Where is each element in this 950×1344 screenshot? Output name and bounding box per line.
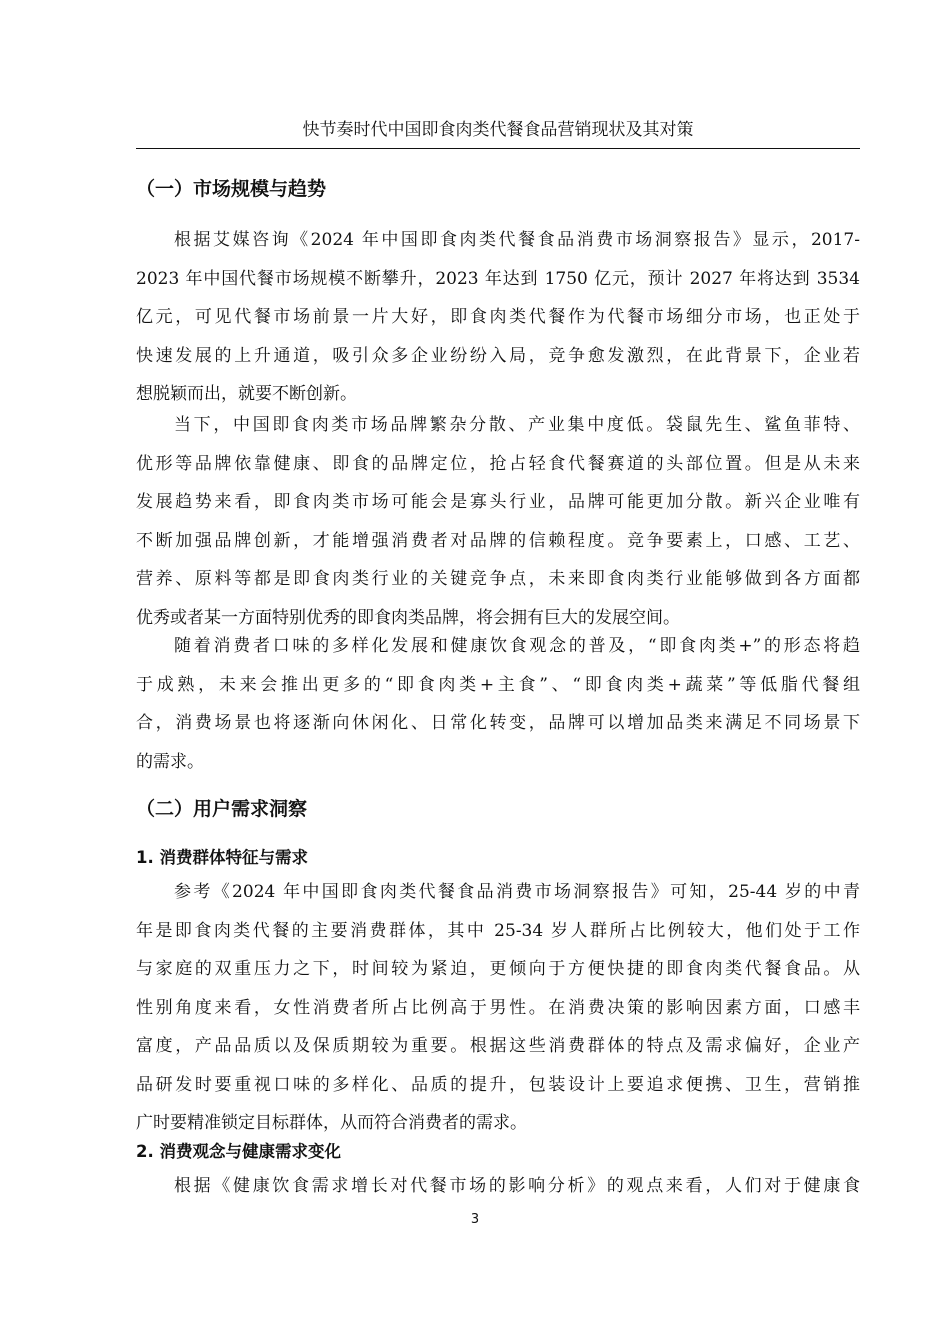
text-line: 优秀或者某一方面特别优秀的即食肉类品牌，将会拥有巨大的发展空间。 [136, 607, 680, 628]
text-line: 2023 年中国代餐市场规模不断攀升，2023 年达到 1750 亿元，预计 2027 年将达到 3534 [136, 268, 860, 289]
section-heading-market: （一）市场规模与趋势 [136, 178, 327, 200]
text-line: 随着消费者口味的多样化发展和健康饮食观念的普及，“即食肉类+”的形态将趋 [174, 636, 860, 656]
header-rule [136, 148, 860, 149]
text-line: 营养、原料等都是即食肉类行业的关键竞争点，未来即食肉类行业能够做到各方面都 [136, 569, 860, 589]
text-line: 于成熟，未来会推出更多的“即食肉类+主食”、“即食肉类+蔬菜”等低脂代餐组 [136, 674, 860, 695]
text-line: 根据艾媒咨询《2024 年中国即食肉类代餐食品消费市场洞察报告》显示，2017- [174, 230, 860, 250]
paragraph-market-size [136, 221, 860, 414]
text-line: 年是即食肉类代餐的主要消费群体，其中 25-34 岁人群所占比例较大，他们处于工作 [136, 920, 860, 941]
paragraph-consumer-groups [136, 873, 860, 1143]
text-line: 富度，产品品质以及保质期较为重要。根据这些消费群体的特点及需求偏好，企业产 [136, 1036, 860, 1056]
text-line: 不断加强品牌创新，才能增强消费者对品牌的信赖程度。竞争要素上，口感、工艺、 [136, 530, 860, 551]
text-line: 品研发时要重视口味的多样化、品质的提升，包装设计上要追求便携、卫生，营销推 [136, 1074, 860, 1095]
page-header: 快节奏时代中国即食肉类代餐食品营销现状及其对策 [302, 120, 694, 140]
subheading-health-needs: 2. 消费观念与健康需求变化 [136, 1142, 341, 1161]
text-line: 性别角度来看，女性消费者所占比例高于男性。在消费决策的影响因素方面，口感丰 [136, 997, 860, 1018]
text-line: 根据《健康饮食需求增长对代餐市场的影响分析》的观点来看，人们对于健康食 [174, 1176, 860, 1196]
text-line: 与家庭的双重压力之下，时间较为紧迫，更倾向于方便快捷的即食肉类代餐食品。从 [136, 959, 860, 979]
section-heading-user-insight: （二）用户需求洞察 [136, 798, 308, 820]
text-line: 快速发展的上升通道，吸引众多企业纷纷入局，竞争愈发激烈，在此背景下，企业若 [136, 345, 860, 366]
text-line: 的需求。 [136, 751, 204, 772]
text-line: 亿元，可见代餐市场前景一片大好，即食肉类代餐作为代餐市场细分市场，也正处于 [136, 307, 860, 327]
text-line: 合，消费场景也将逐渐向休闲化、日常化转变，品牌可以增加品类来满足不同场景下 [136, 713, 860, 733]
paragraph-market-outlook [136, 627, 860, 781]
text-line: 参考《2024 年中国即食肉类代餐食品消费市场洞察报告》可知，25-44 岁的中青 [174, 882, 860, 902]
paragraph-market-competition [136, 406, 860, 637]
text-line: 想脱颖而出，就要不断创新。 [136, 384, 357, 404]
text-line: 当下，中国即食肉类市场品牌繁杂分散、产业集中度低。袋鼠先生、鲨鱼菲特、 [174, 415, 860, 435]
subheading-consumer-groups: 1. 消费群体特征与需求 [136, 848, 308, 867]
text-line: 广时要精准锁定目标群体，从而符合消费者的需求。 [136, 1113, 527, 1133]
text-line: 发展趋势来看，即食肉类市场可能会是寡头行业，品牌可能更加分散。新兴企业唯有 [136, 492, 860, 512]
page-number: 3 [470, 1212, 480, 1227]
text-line: 优形等品牌依靠健康、即食的品牌定位，抢占轻食代餐赛道的头部位置。但是从未来 [136, 453, 860, 474]
paragraph-health-needs [136, 1167, 860, 1206]
